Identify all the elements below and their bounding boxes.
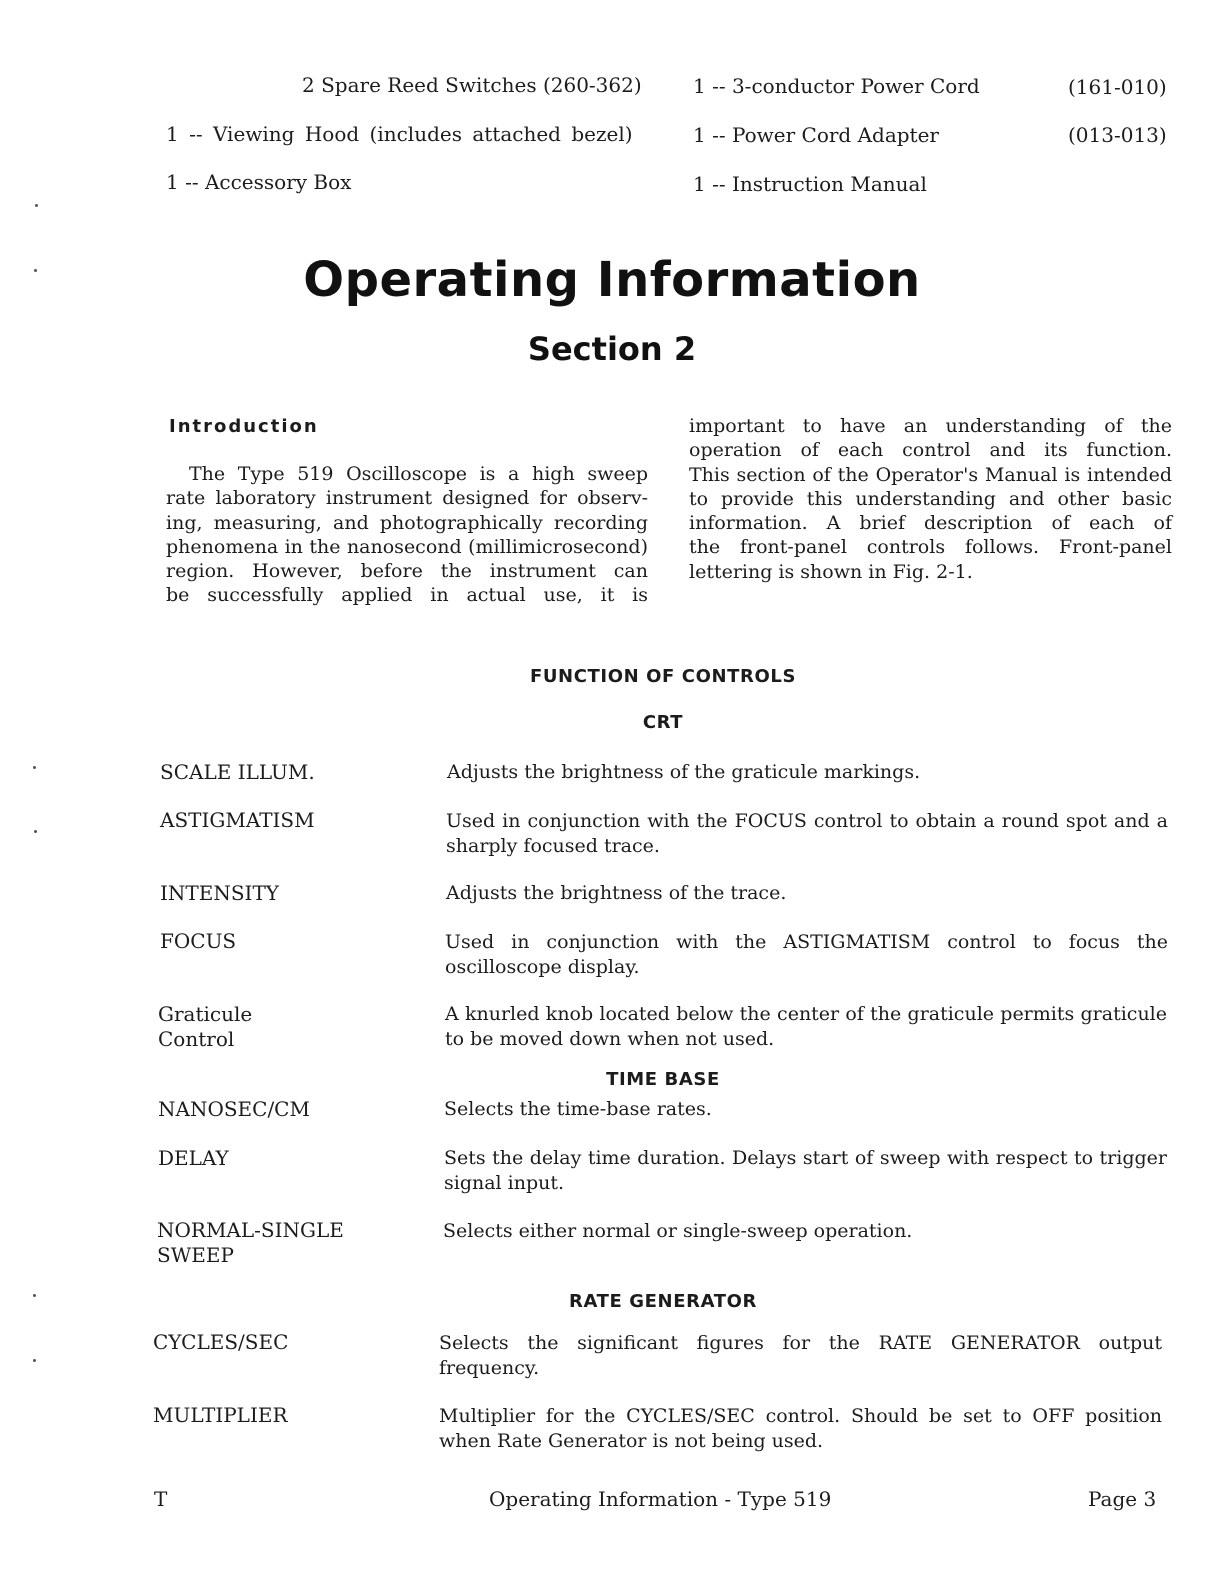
accessory-item: 1 -- Accessory Box [166,170,352,194]
intro-line: information. A brief description of each of [689,512,1172,535]
intro-line: This section of the Operator's Manual is intended [689,463,1172,486]
intro-line: ing, measuring, and photographically recording [166,511,648,534]
control-name: SCALE ILLUM. [160,760,315,784]
intro-line: the front-panel controls follows. Front-panel [689,536,1172,559]
accessory-item: 1 -- Power Cord Adapter [693,123,939,147]
control-description: Used in conjunction with the FOCUS control to obtain a round spot and a sharply focused trace. [446,810,1168,857]
control-name: ASTIGMATISM [160,808,315,832]
control-description: Multiplier for the CYCLES/SEC control. Should be set to OFF position when Rate Generator is not being used. [439,1405,1162,1452]
intro-line: lettering is shown in Fig. 2-1. [689,560,973,583]
control-description: Used in conjunction with the ASTIGMATISM control to focus the oscilloscope display. [445,931,1168,978]
scan-speck [33,766,36,769]
intro-line: operation of each control and its function. [689,439,1172,462]
function-of-controls-heading: FUNCTION OF CONTROLS [529,666,797,687]
intro-line: important to have an understanding of the [689,415,1172,437]
control-description: Selects the time-base rates. [444,1098,712,1120]
section-title: Section 2 [527,330,697,368]
accessory-item: 1 -- Viewing Hood (includes attached bezel) [166,122,633,146]
control-name: CYCLES/SEC [153,1330,289,1354]
intro-line: region. However, before the instrument can [166,560,648,583]
control-name: INTENSITY [160,881,279,905]
accessory-item: 1 -- Instruction Manual [693,172,927,196]
control-description: Sets the delay time duration. Delays start of sweep with respect to trigger signal input. [444,1147,1167,1194]
introduction-right-column [689,414,1172,584]
scan-speck [33,1294,36,1297]
control-description: A knurled knob located below the center of the graticule permits graticule to be moved down when not used. [445,1003,1167,1050]
intro-line: to provide this understanding and other basic [689,487,1172,510]
scan-speck [33,1359,36,1362]
footer-title: Operating Information - Type 519 [489,1487,832,1511]
intro-line: The Type 519 Oscilloscope is a high sweep [189,463,648,485]
control-description: Selects either normal or single-sweep operation. [443,1220,913,1242]
control-description: Adjusts the brightness of the trace. [446,882,787,904]
page-title: Operating Information [303,252,921,308]
control-name: NANOSEC/CM [158,1097,310,1121]
control-description: Selects the significant figures for the RATE GENERATOR output frequency. [439,1332,1162,1379]
accessory-part-number: (013-013) [1068,123,1167,147]
page-number: Page 3 [1088,1487,1157,1511]
control-name: MULTIPLIER [153,1403,288,1427]
intro-line: rate laboratory instrument designed for observ- [166,487,648,510]
rate-generator-group-heading: RATE GENERATOR [569,1291,757,1312]
accessory-item: 1 -- 3-conductor Power Cord [693,74,980,98]
introduction-heading: Introduction [169,416,319,437]
scan-speck [34,830,37,833]
footer-mark: T [154,1487,168,1511]
control-name: NORMAL-SINGLE SWEEP [157,1218,344,1267]
control-name: DELAY [158,1146,229,1170]
time-base-group-heading: TIME BASE [606,1069,720,1090]
intro-line: be successfully applied in actual use, it is [166,584,648,607]
crt-group-heading: CRT [642,712,684,733]
introduction-left-column [166,462,648,608]
scan-speck [35,204,38,207]
accessory-part-number: (161-010) [1068,75,1167,99]
scan-speck [34,269,37,272]
accessory-item: 2 Spare Reed Switches (260-362) [302,73,642,97]
control-name: Graticule Control [158,1002,253,1051]
control-description: Adjusts the brightness of the graticule markings. [447,761,921,783]
control-name: FOCUS [160,929,237,953]
intro-line: phenomena in the nanosecond (millimicrosecond) [166,535,648,558]
